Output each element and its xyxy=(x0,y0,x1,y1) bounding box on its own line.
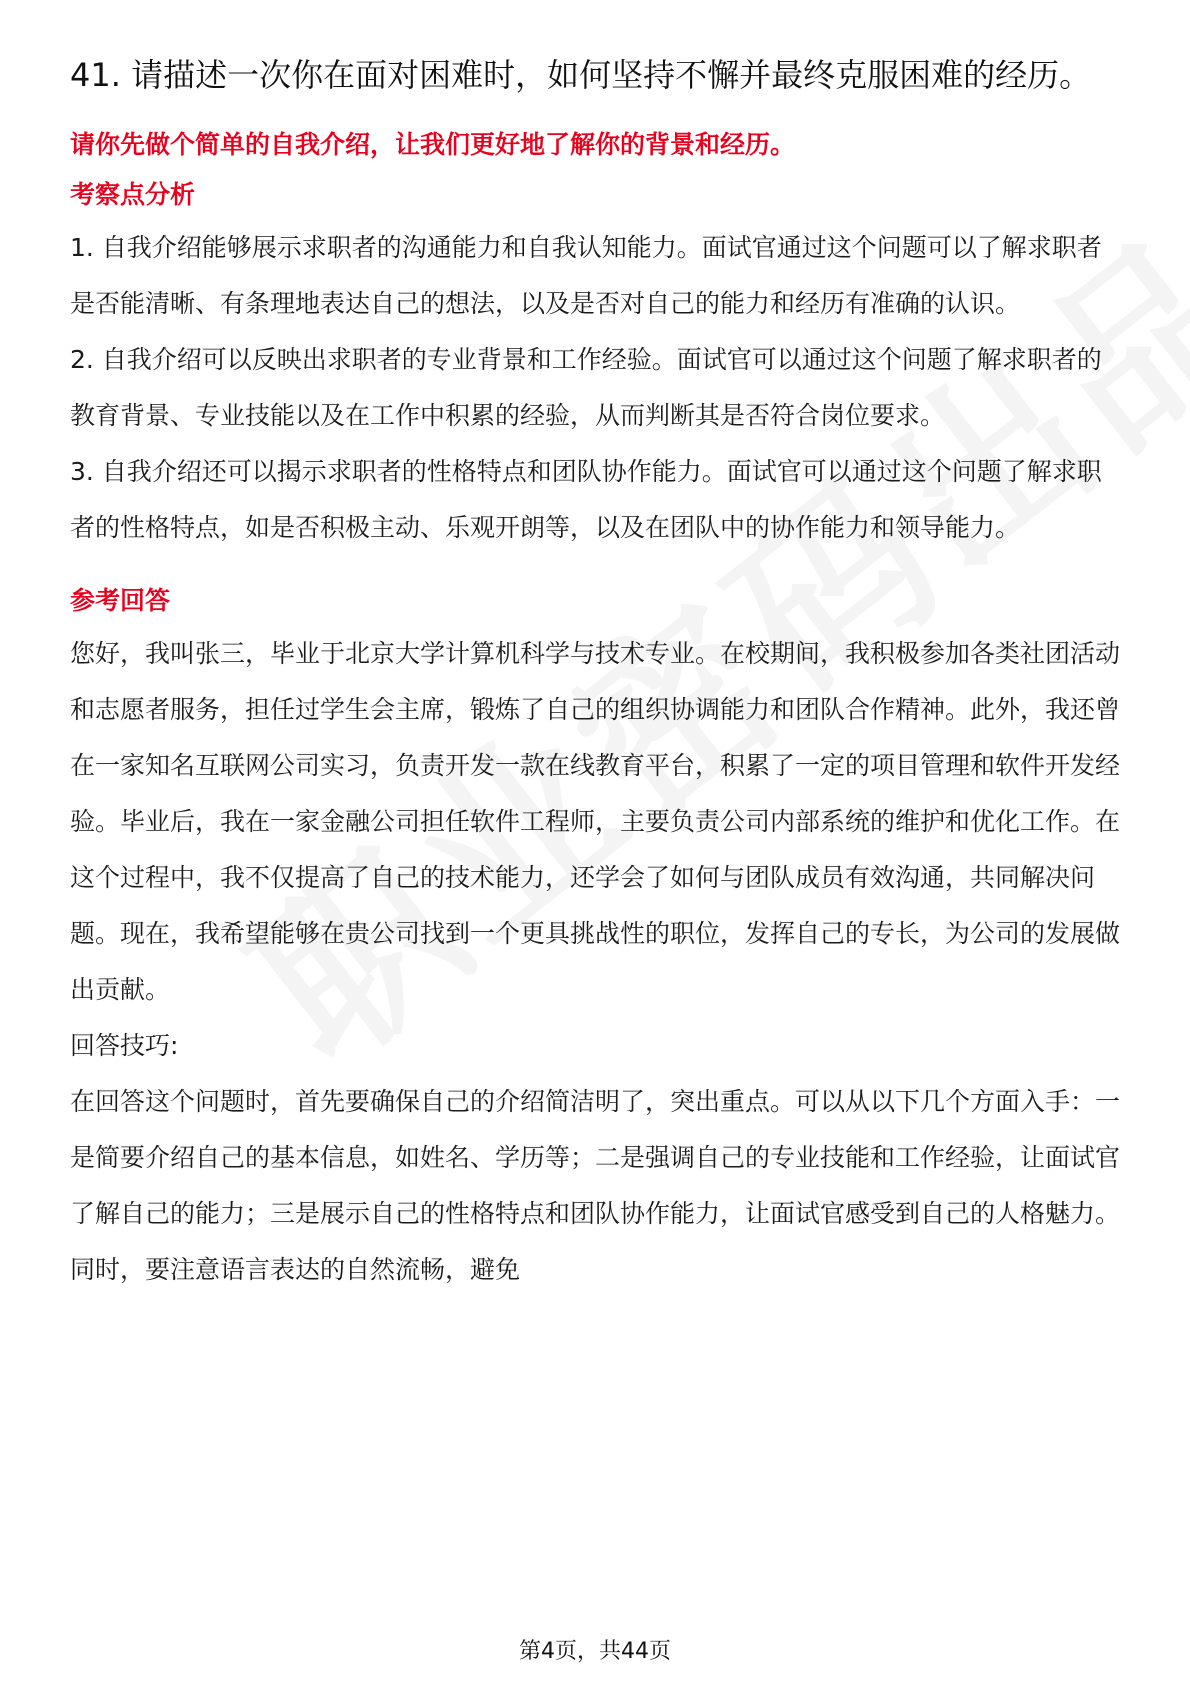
page-footer: 第4页，共44页 xyxy=(519,1639,671,1664)
question-title: 41. 请描述一次你在面对困难时，如何坚持不懈并最终克服困难的经历。 xyxy=(70,56,1092,94)
section-gap xyxy=(70,556,1120,576)
reference-heading: 参考回答 xyxy=(70,586,171,615)
analysis-point-1: 1. 自我介绍能够展示求职者的沟通能力和自我认知能力。面试官通过这个问题可以了解求职者是否能清晰、有条理地表达自己的想法，以及是否对自己的能力和经历有准确的认识。 xyxy=(70,233,1102,318)
tips-label: 回答技巧: xyxy=(70,1031,179,1060)
page-content xyxy=(70,50,1120,1298)
reference-answer: 您好，我叫张三，毕业于北京大学计算机科学与技术专业。在校期间，我积极参加各类社团活动和志愿者服务，担任过学生会主席，锻炼了自己的组织协调能力和团队合作精神。此外，我还曾在一家知名互联网公司实习，负责开发一款在线教育平台，积累了一定的项目管理和软件开发经验。毕业后，我在一家金融公司担任软件工程师，主要负责公司内部系统的维护和优化工作。在这个过程中，我不仅提高了自己的技术能力，还学会了如何与团队成员有效沟通，共同解决问题。现在，我希望能够在贵公司找到一个更具挑战性的职位，发挥自己的专长，为公司的发展做出贡献。 xyxy=(70,639,1121,1004)
tips-text: 在回答这个问题时，首先要确保自己的介绍简洁明了，突出重点。可以从以下几个方面入手：一是简要介绍自己的基本信息，如姓名、学历等；二是强调自己的专业技能和工作经验，让面试官了解自己的能力；三是展示自己的性格特点和团队协作能力，让面试官感受到自己的人格魅力。同时，要注意语言表达的自然流畅，避免 xyxy=(70,1087,1121,1284)
analysis-point-3: 3. 自我介绍还可以揭示求职者的性格特点和团队协作能力。面试官可以通过这个问题了解求职者的性格特点，如是否积极主动、乐观开朗等，以及在团队中的协作能力和领导能力。 xyxy=(70,457,1102,542)
analysis-point-2: 2. 自我介绍可以反映出求职者的专业背景和工作经验。面试官可以通过这个问题了解求职者的教育背景、专业技能以及在工作中积累的经验，从而判断其是否符合岗位要求。 xyxy=(70,345,1102,430)
analysis-heading: 考察点分析 xyxy=(70,180,196,209)
intro-prompt: 请你先做个简单的自我介绍，让我们更好地了解你的背景和经历。 xyxy=(70,130,796,159)
